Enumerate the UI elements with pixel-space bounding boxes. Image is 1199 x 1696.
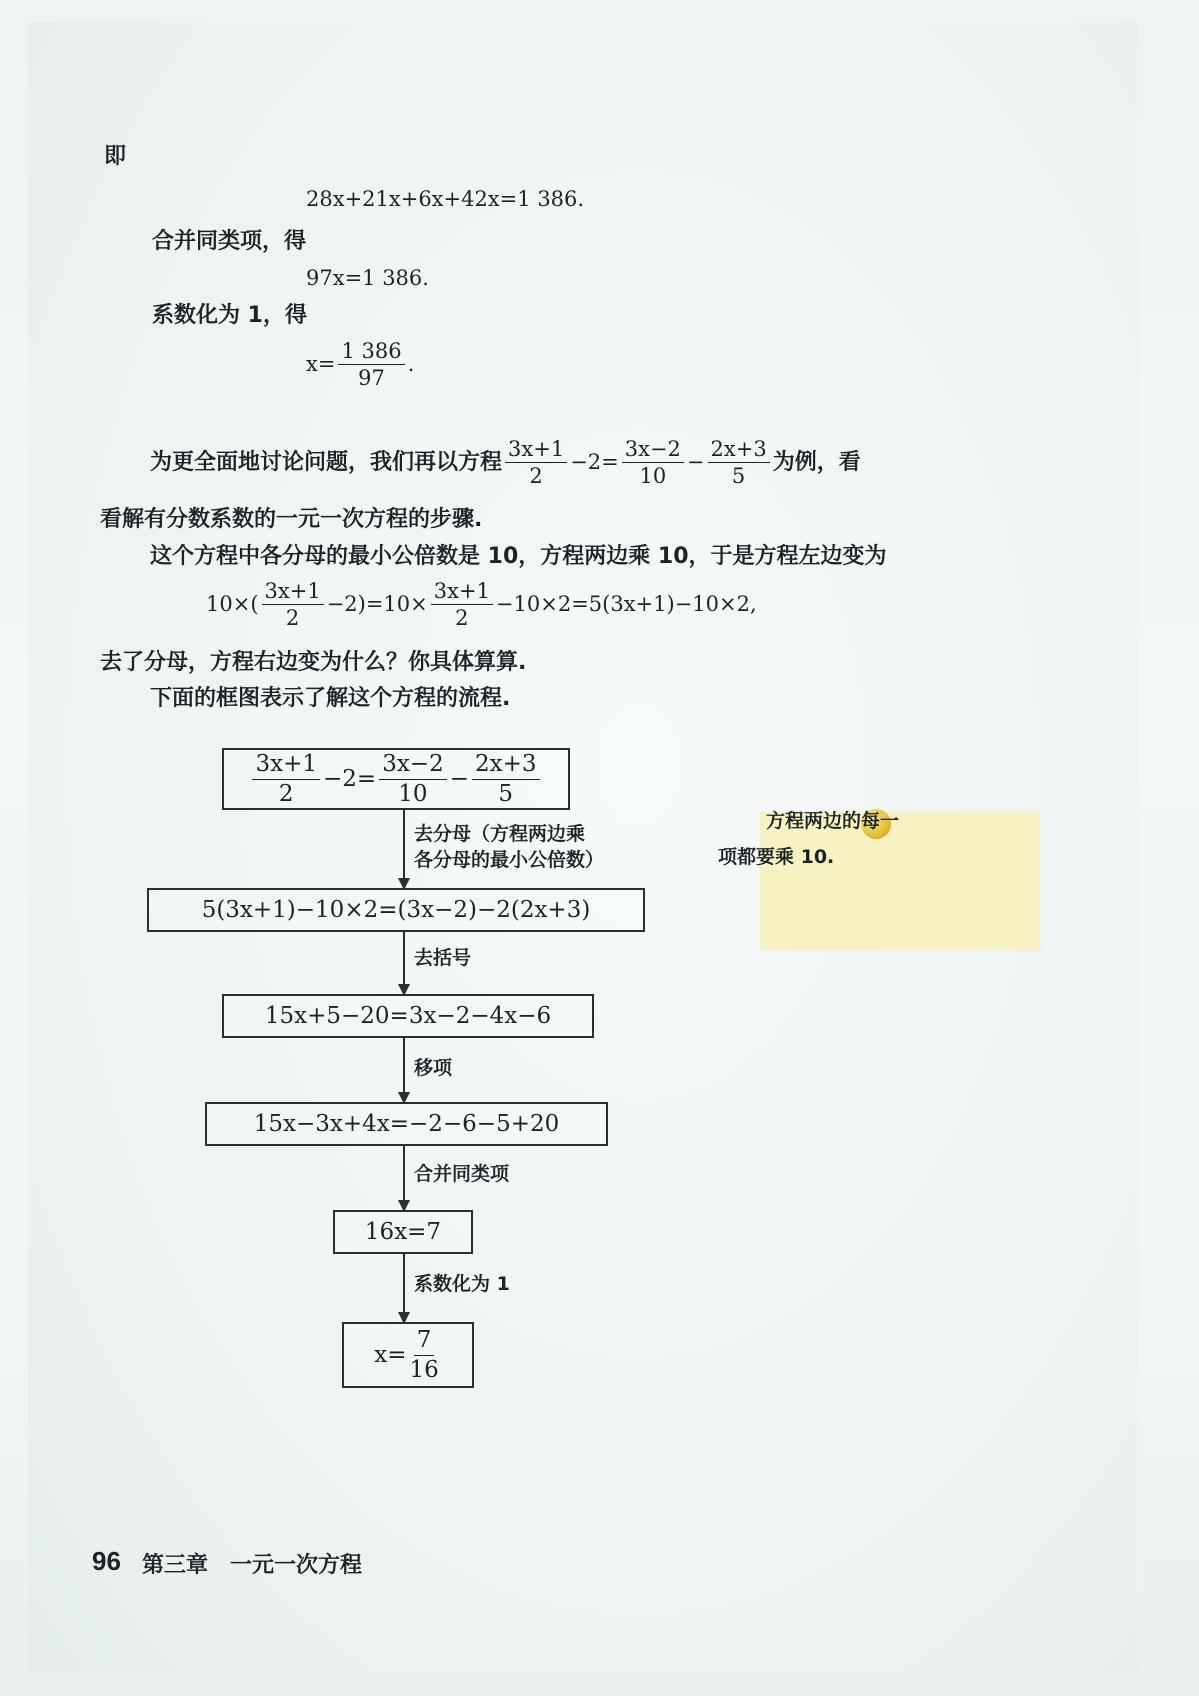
eq-f3-num: 2x+3 xyxy=(708,438,770,463)
flow-connector-5 xyxy=(403,1252,405,1314)
note-line-2: 项都要乘 10. xyxy=(718,846,835,868)
eq-f1-num: 3x+1 xyxy=(505,438,567,463)
flow1-f1-num: 3x+1 xyxy=(252,752,320,779)
chapter-title: 第三章 一元一次方程 xyxy=(142,1553,363,1578)
flow-box4-text: 15x−3x+4x=−2−6−5+20 xyxy=(253,1111,560,1137)
flow1-f2-den: 10 xyxy=(398,780,428,807)
flow-box-combine xyxy=(333,1210,473,1254)
solution-lhs: x= xyxy=(306,352,336,377)
flow1-minus2: −2= xyxy=(323,766,377,792)
exp-a: 10×( xyxy=(206,592,259,617)
eq-minus: − xyxy=(686,450,705,475)
flow-connector-3 xyxy=(403,1036,405,1094)
flow-step-coefficient: 系数化为 1 xyxy=(414,1273,510,1295)
flow-box6-den: 16 xyxy=(409,1356,439,1383)
eq-minus2: −2= xyxy=(570,450,619,475)
paragraph-example-cont: 看解有分数系数的一元一次方程的步骤. xyxy=(100,507,483,532)
flow-box-transpose xyxy=(205,1102,608,1146)
eq-f2-den: 10 xyxy=(639,464,667,489)
paragraph-question: 去了分母，方程右边变为什么？你具体算算. xyxy=(100,650,527,675)
text-ji: 即 xyxy=(104,144,127,169)
flow-box5-text: 16x=7 xyxy=(364,1219,442,1245)
flow1-f3-den: 5 xyxy=(498,780,514,807)
flow-box-equation xyxy=(222,748,570,810)
flow-box-solution xyxy=(342,1322,474,1388)
flow-box6-num: 7 xyxy=(414,1328,435,1355)
flow1-f2-num: 3x−2 xyxy=(379,752,447,779)
eq-f3-den: 5 xyxy=(731,464,746,489)
equation-expanded: 28x+21x+6x+42x=1 386. xyxy=(306,187,585,211)
exp-frac2-num: 3x+1 xyxy=(431,580,493,605)
equation-combined: 97x=1 386. xyxy=(306,266,429,290)
flow-connector-2 xyxy=(403,930,405,986)
flow-step-remove-denominators xyxy=(414,822,604,873)
flow-step-transpose: 移项 xyxy=(414,1057,453,1079)
paragraph-example-lead: 为更全面地讨论问题，我们再以方程 xyxy=(150,449,503,475)
flow-box-remove-denominators xyxy=(147,888,645,932)
eq-f2-num: 3x−2 xyxy=(622,438,684,463)
flow-box2-text: 5(3x+1)−10×2=(3x−2)−2(2x+3) xyxy=(201,897,591,923)
eq-f1-den: 2 xyxy=(529,464,543,489)
flow-box3-text: 15x+5−20=3x−2−4x−6 xyxy=(264,1003,552,1029)
solution-denominator: 97 xyxy=(358,366,385,391)
paragraph-example xyxy=(150,438,861,487)
note-line-1: 方程两边的每一 xyxy=(766,810,900,832)
exp-c: −10×2=5(3x+1)−10×2, xyxy=(495,592,757,617)
solution-period: . xyxy=(407,352,415,377)
exp-frac1-num: 3x+1 xyxy=(262,580,324,605)
flow-box-remove-parentheses xyxy=(222,994,594,1038)
paragraph-example-tail: 为例，看 xyxy=(772,449,861,475)
flow-connector-4 xyxy=(403,1144,405,1202)
flow-connector-1 xyxy=(403,808,405,880)
paragraph-lcm: 这个方程中各分母的最小公倍数是 10，方程两边乘 10，于是方程左边变为 xyxy=(150,544,887,569)
example-equation xyxy=(502,438,773,487)
solution-numerator: 1 386 xyxy=(338,340,404,365)
expansion-equation xyxy=(206,580,757,629)
paragraph-flowchart-intro: 下面的框图表示了解这个方程的流程. xyxy=(150,686,511,711)
flow1-minus: − xyxy=(449,766,469,792)
flow1-f3-num: 2x+3 xyxy=(472,752,540,779)
exp-frac2-den: 2 xyxy=(455,606,469,631)
flow-step-combine: 合并同类项 xyxy=(414,1163,510,1185)
exp-frac1-den: 2 xyxy=(285,606,300,631)
text-combine: 合并同类项，得 xyxy=(152,229,307,254)
flow-step1-line1: 去分母（方程两边乘 xyxy=(414,823,586,845)
exp-b: −2)=10× xyxy=(326,592,428,617)
flow-step1-line2: 各分母的最小公倍数） xyxy=(414,848,605,871)
flow-step-remove-parentheses: 去括号 xyxy=(414,947,472,969)
page-number: 96 xyxy=(92,1546,121,1576)
text-coefficient: 系数化为 1，得 xyxy=(152,303,307,328)
solution-fraction xyxy=(338,340,404,389)
flow1-f1-den: 2 xyxy=(278,780,294,807)
equation-solution xyxy=(306,340,414,389)
flow-box6-lhs: x= xyxy=(374,1342,407,1368)
